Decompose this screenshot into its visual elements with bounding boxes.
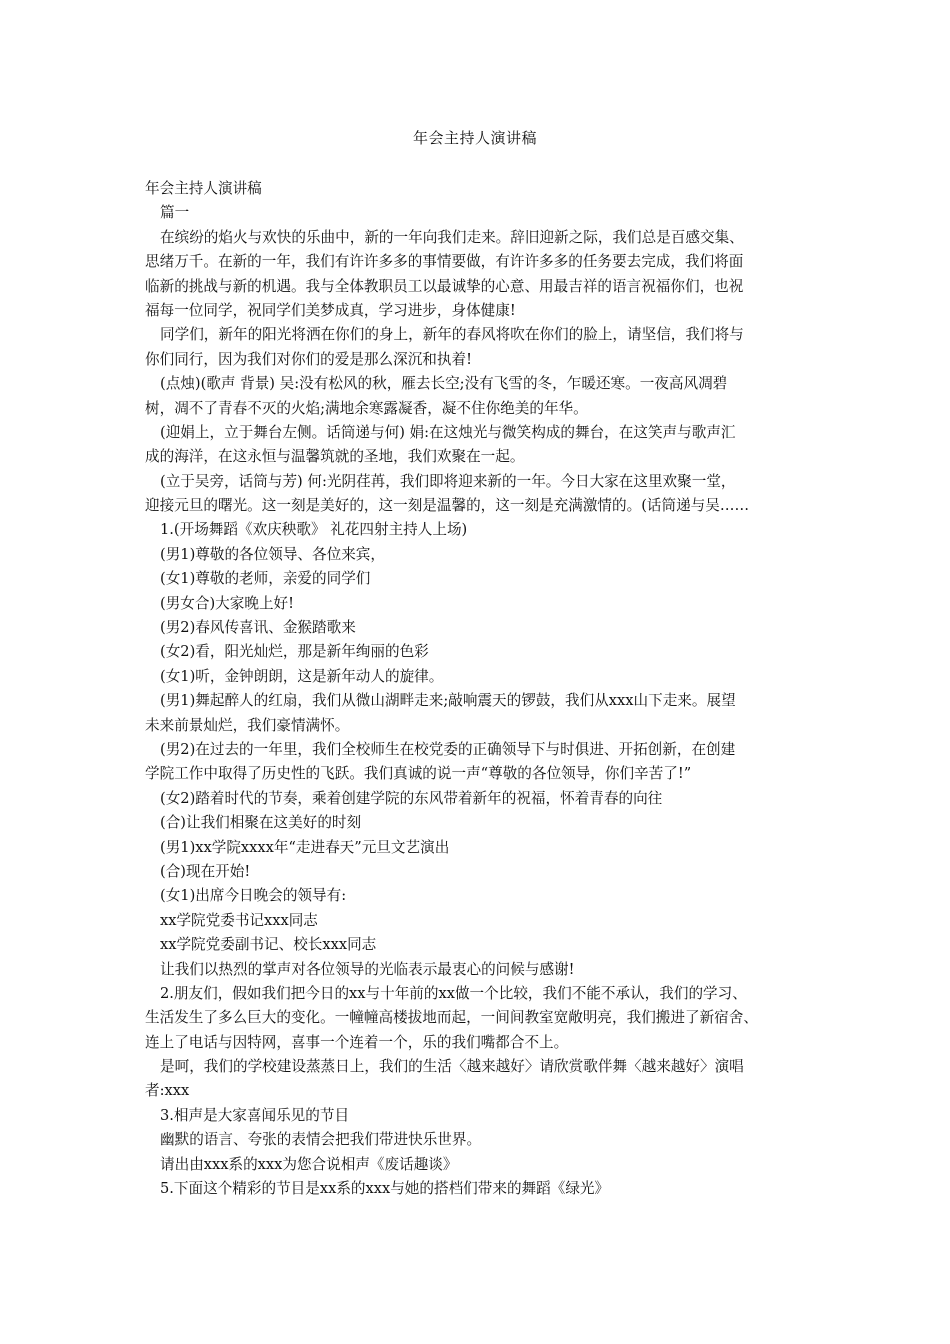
text-line: (女2)看，阳光灿烂，那是新年绚丽的色彩 (160, 643, 429, 661)
text-line: (男女合)大家晚上好! (160, 594, 295, 612)
text-line: 福每一位同学，祝同学们美梦成真，学习进步，身体健康! (145, 301, 516, 319)
text-line: 未来前景灿烂，我们豪情满怀。 (145, 716, 350, 734)
text-line: 篇一 (160, 204, 190, 222)
document-title: 年会主持人演讲稿 (412, 129, 537, 147)
text-line: 迎接元旦的曙光。这一刻是美好的，这一刻是温馨的，这一刻是充满激情的。(话筒递与吴…… (145, 497, 750, 515)
text-line: (合)让我们相聚在这美好的时刻 (160, 814, 362, 832)
text-line: (男1)xx学院xxxx年“走进春天”元旦文艺演出 (160, 838, 450, 856)
text-line: 幽默的语言、夸张的表情会把我们带进快乐世界。 (160, 1131, 482, 1149)
text-line: (点烛)(歌声 背景) 吴:没有松风的秋，雁去长空;没有飞雪的冬，乍暖还寒。一夜高风凋碧 (160, 375, 728, 393)
text-line: (男1)舞起醉人的红扇，我们从微山湖畔走来;敲响震天的锣鼓，我们从xxx山下走来。展望 (160, 692, 736, 710)
text-line: 思绪万千。在新的一年，我们有许许多多的事情要做，有许许多多的任务要去完成，我们将面 (145, 253, 744, 271)
text-line: (女1)出席今日晚会的领导有: (160, 887, 347, 905)
text-line: (男2)在过去的一年里，我们全校师生在校党委的正确领导下与时俱进、开拓创新，在创建 (160, 740, 736, 758)
text-line: (合)现在开始! (160, 862, 251, 880)
text-line: xx学院党委副书记、校长xxx同志 (160, 936, 377, 954)
document-heading: 年会主持人演讲稿 (145, 180, 262, 197)
text-line: 临新的挑战与新的机遇。我与全体教职员工以最诚挚的心意、用最吉祥的语言祝福你们，也祝 (145, 277, 744, 295)
text-line: (立于吴旁，话筒与芳) 何:光阴荏苒，我们即将迎来新的一年。今日大家在这里欢聚一堂， (160, 472, 736, 490)
text-line: 在缤纷的焰火与欢快的乐曲中，新的一年向我们走来。辞旧迎新之际，我们总是百感交集、 (160, 228, 744, 246)
text-line: xx学院党委书记xxx同志 (160, 911, 318, 929)
text-line: (女2)踏着时代的节奏，乘着创建学院的东风带着新年的祝福，怀着青春的向往 (160, 789, 663, 807)
text-line: 1.(开场舞蹈《欢庆秧歌》 礼花四射主持人上场) (160, 521, 468, 539)
text-line: (男2)春风传喜讯、金猴踏歌来 (160, 619, 356, 637)
text-line: 者:xxx (145, 1082, 190, 1100)
text-line: 你们同行，因为我们对你们的爱是那么深沉和执着! (145, 350, 472, 368)
text-line: 2.朋友们，假如我们把今日的xx与十年前的xx做一个比较，我们不能不承认，我们的学习、 (160, 984, 747, 1002)
text-line: 生活发生了多么巨大的变化。一幢幢高楼拔地而起，一间间教室宽敞明亮，我们搬进了新宿舍、 (145, 1009, 758, 1027)
text-line: 连上了电话与因特网，喜事一个连着一个，乐的我们嘴都合不上。 (145, 1033, 569, 1051)
text-line: 5.下面这个精彩的节目是xx系的xxx与她的搭档们带来的舞蹈《绿光》 (160, 1180, 610, 1198)
document-body (145, 177, 805, 1201)
text-line: 同学们，新年的阳光将洒在你们的身上，新年的春风将吹在你们的脸上，请坚信，我们将与 (160, 326, 744, 344)
text-line: 是呵，我们的学校建设蒸蒸日上，我们的生活〈越来越好〉请欣赏歌伴舞〈越来越好〉演唱 (160, 1058, 744, 1076)
text-line: (女1)尊敬的老师，亲爱的同学们 (160, 570, 371, 588)
text-line: 树，凋不了青春不灭的火焰;满地余寒露凝香，凝不住你绝美的年华。 (145, 399, 588, 417)
text-line: 让我们以热烈的掌声对各位领导的光临表示最衷心的问候与感谢! (160, 960, 575, 978)
text-line: (迎娟上，立于舞台左侧。话筒递与何) 娟:在这烛光与微笑构成的舞台，在这笑声与歌声汇 (160, 423, 736, 441)
text-line: 3.相声是大家喜闻乐见的节目 (160, 1106, 350, 1124)
text-line: (男1)尊敬的各位领导、各位来宾， (160, 545, 385, 563)
text-line: (女1)听，金钟朗朗，这是新年动人的旋律。 (160, 667, 444, 685)
text-line: 请出由xxx系的xxx为您合说相声《废话趣谈》 (160, 1155, 458, 1173)
text-line: 学院工作中取得了历史性的飞跃。我们真诚的说一声“尊敬的各位领导，你们辛苦了!” (145, 765, 692, 783)
text-line: 成的海洋，在这永恒与温馨筑就的圣地，我们欢聚在一起。 (145, 448, 525, 466)
